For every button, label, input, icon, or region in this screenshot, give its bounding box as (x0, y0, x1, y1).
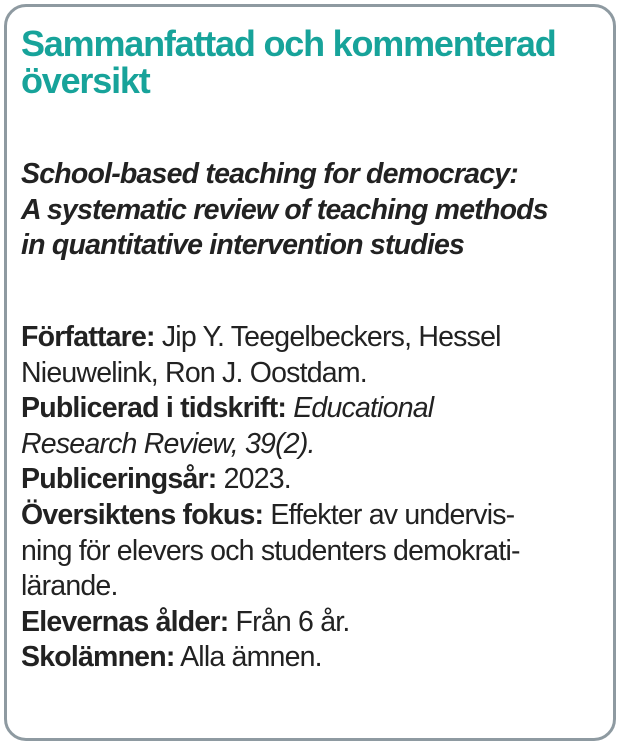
section-heading-line-2: översikt (21, 60, 150, 101)
subjects-row (21, 640, 611, 676)
article-title-line-3: in quantitative intervention studies (21, 229, 465, 261)
metadata-list (21, 320, 611, 676)
article-title (21, 157, 611, 264)
focus-value-line-3: lärande. (21, 570, 118, 603)
focus-value-line-2: ning för elevers och studenters demokrati- (21, 534, 520, 567)
article-title-line-1: School-based teaching for democracy: (21, 158, 518, 190)
section-heading (21, 25, 611, 99)
year-value: 2023. (216, 463, 291, 496)
age-value: Från 6 år. (228, 605, 350, 638)
subjects-value: Alla ämnen. (174, 641, 322, 674)
year-row (21, 462, 611, 498)
journal-value-line-2: Research Review, 39(2). (21, 427, 315, 460)
journal-value-line-1: Educational (286, 392, 434, 425)
focus-value-line-1: Effekter av undervis- (263, 498, 515, 531)
summary-card (4, 4, 616, 741)
authors-label: Författare: (21, 321, 155, 353)
age-label: Elevernas ålder: (21, 605, 229, 638)
subjects-label: Skolämnen: (21, 641, 175, 674)
article-title-line-2: A systematic review of teaching methods (21, 193, 548, 226)
authors-value-line-1: Jip Y. Teegelbeckers, Hessel (154, 321, 501, 353)
authors-row (21, 320, 611, 391)
journal-row (21, 391, 611, 462)
focus-row (21, 498, 611, 605)
journal-label: Publicerad i tidskrift: (21, 392, 287, 425)
authors-value-line-2: Nieuwelink, Ron J. Oostdam. (21, 356, 367, 389)
section-heading-line-1: Sammanfattad och kommenterad (21, 23, 556, 64)
focus-label: Översiktens fokus: (21, 498, 264, 531)
year-label: Publiceringsår: (21, 463, 217, 496)
age-row (21, 605, 611, 641)
